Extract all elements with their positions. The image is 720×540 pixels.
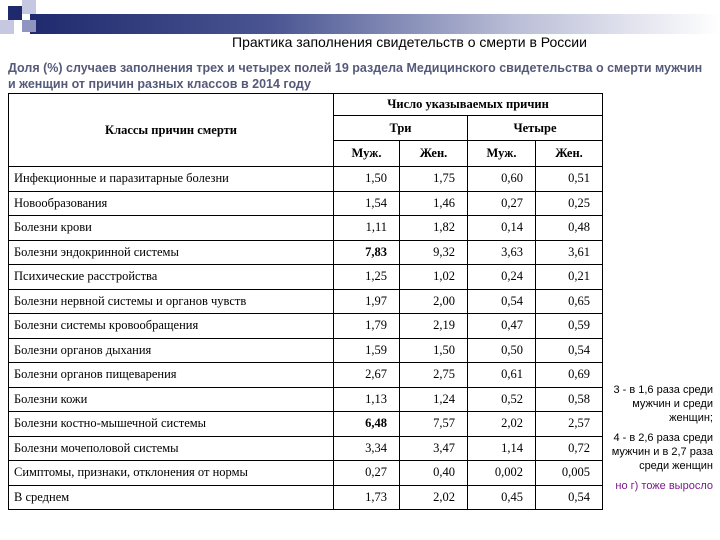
table-row	[9, 240, 603, 265]
row-value: 0,40	[400, 461, 468, 486]
row-value: 0,51	[536, 167, 603, 192]
row-value: 0,21	[536, 265, 603, 290]
row-class: Симптомы, признаки, отклонения от нормы	[9, 461, 334, 486]
col-female: Жен.	[536, 141, 603, 167]
row-value: 0,54	[468, 289, 536, 314]
row-value: 0,005	[536, 461, 603, 486]
col-class-header: Классы причин смерти	[9, 94, 334, 167]
row-class: Психические расстройства	[9, 265, 334, 290]
header-banner	[30, 14, 720, 34]
row-value: 1,59	[334, 338, 400, 363]
row-value: 0,50	[468, 338, 536, 363]
row-value: 0,69	[536, 363, 603, 388]
slide-title: Практика заполнения свидетельств о смерти в России	[232, 34, 587, 50]
row-value: 3,34	[334, 436, 400, 461]
row-value: 0,14	[468, 216, 536, 241]
row-value: 1,73	[334, 485, 400, 510]
row-value: 0,60	[468, 167, 536, 192]
row-value: 0,27	[468, 191, 536, 216]
row-value: 7,83	[334, 240, 400, 265]
row-value: 1,54	[334, 191, 400, 216]
row-value: 0,54	[536, 338, 603, 363]
row-class: Инфекционные и паразитарные болезни	[9, 167, 334, 192]
row-value: 0,52	[468, 387, 536, 412]
table-row	[9, 338, 603, 363]
row-value: 3,61	[536, 240, 603, 265]
row-class: Новообразования	[9, 191, 334, 216]
row-value: 1,75	[400, 167, 468, 192]
note-three: 3 - в 1,6 раза среди мужчин и среди женщин;	[613, 384, 713, 424]
table-row	[9, 436, 603, 461]
row-value: 1,50	[334, 167, 400, 192]
table-row	[9, 216, 603, 241]
row-class: Болезни эндокринной системы	[9, 240, 334, 265]
table-row	[9, 412, 603, 437]
row-value: 1,50	[400, 338, 468, 363]
table-row	[9, 461, 603, 486]
note-four: 4 - в 2,6 раза среди мужчин и в 2,7 раза среди женщин	[611, 432, 713, 472]
row-class: Болезни нервной системы и органов чувств	[9, 289, 334, 314]
row-value: 1,14	[468, 436, 536, 461]
row-value: 2,02	[400, 485, 468, 510]
side-notes	[598, 383, 713, 499]
row-value: 2,67	[334, 363, 400, 388]
col-male: Муж.	[468, 141, 536, 167]
table-row	[9, 265, 603, 290]
row-class: Болезни системы кровообращения	[9, 314, 334, 339]
row-value: 2,57	[536, 412, 603, 437]
row-value: 0,25	[536, 191, 603, 216]
row-value: 1,82	[400, 216, 468, 241]
table-row	[9, 314, 603, 339]
row-value: 0,24	[468, 265, 536, 290]
table-row	[9, 387, 603, 412]
row-value: 2,75	[400, 363, 468, 388]
row-value: 0,45	[468, 485, 536, 510]
row-value: 6,48	[334, 412, 400, 437]
row-class: Болезни органов пищеварения	[9, 363, 334, 388]
row-value: 1,25	[334, 265, 400, 290]
col-three: Три	[334, 116, 468, 141]
table-row	[9, 363, 603, 388]
row-value: 1,11	[334, 216, 400, 241]
row-value: 0,27	[334, 461, 400, 486]
row-value: 1,02	[400, 265, 468, 290]
row-value: 0,58	[536, 387, 603, 412]
row-value: 3,63	[468, 240, 536, 265]
row-class: Болезни мочеполовой системы	[9, 436, 334, 461]
row-value: 1,79	[334, 314, 400, 339]
col-four: Четыре	[468, 116, 603, 141]
col-female: Жен.	[400, 141, 468, 167]
row-value: 1,13	[334, 387, 400, 412]
table-row	[9, 167, 603, 192]
row-class: Болезни органов дыхания	[9, 338, 334, 363]
row-class: Болезни крови	[9, 216, 334, 241]
table-caption: Доля (%) случаев заполнения трех и четырех полей 19 раздела Медицинского свидетельства о смерти мужчин и женщин от причин разных классов в 2014 году	[8, 61, 703, 91]
row-value: 1,46	[400, 191, 468, 216]
row-value: 7,57	[400, 412, 468, 437]
table-row	[9, 191, 603, 216]
table-row	[9, 485, 603, 510]
col-male: Муж.	[334, 141, 400, 167]
row-value: 0,47	[468, 314, 536, 339]
row-value: 1,24	[400, 387, 468, 412]
row-value: 9,32	[400, 240, 468, 265]
row-value: 0,54	[536, 485, 603, 510]
table-row	[9, 289, 603, 314]
row-class: Болезни костно-мышечной системы	[9, 412, 334, 437]
row-value: 2,19	[400, 314, 468, 339]
row-value: 0,65	[536, 289, 603, 314]
death-cause-table	[8, 93, 603, 510]
row-value: 0,002	[468, 461, 536, 486]
row-value: 0,61	[468, 363, 536, 388]
row-value: 1,97	[334, 289, 400, 314]
row-value: 2,02	[468, 412, 536, 437]
col-group-header: Число указываемых причин	[334, 94, 603, 116]
row-class: В среднем	[9, 485, 334, 510]
row-value: 0,48	[536, 216, 603, 241]
row-class: Болезни кожи	[9, 387, 334, 412]
row-value: 3,47	[400, 436, 468, 461]
row-value: 0,72	[536, 436, 603, 461]
row-value: 0,59	[536, 314, 603, 339]
row-value: 2,00	[400, 289, 468, 314]
note-extra: но г) тоже выросло	[615, 480, 713, 492]
